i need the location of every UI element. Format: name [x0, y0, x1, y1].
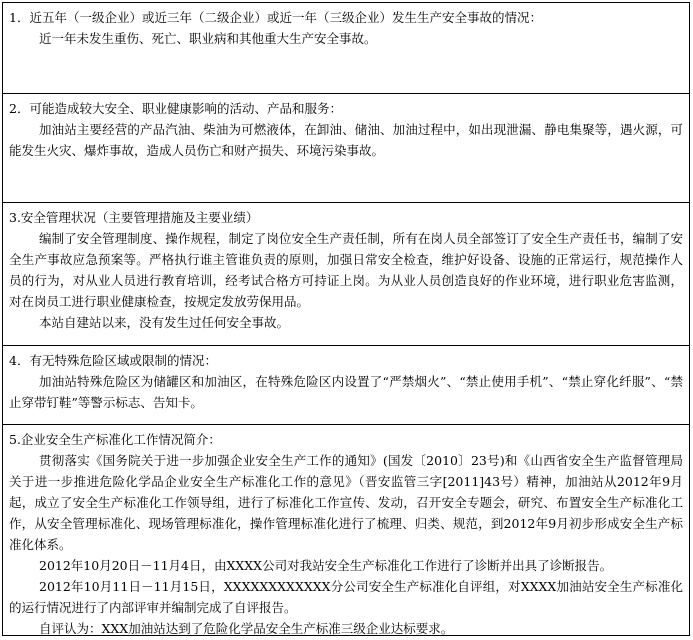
section-paragraph: 2012年10月20日－11月4日，由XXXX公司对我站安全生产标准化工作进行了诊断并出具了诊断报告。 [39, 558, 613, 573]
section-paragraph: 编制了安全管理制度、操作规程，制定了岗位安全生产责任制，所有在岗人员全部签订了安全生产责任书，编制了安全生产事故应急预案等。严格执行谁主管谁负责的原则，加强日常安全检查，维护好设备、设施的正常运行，规范操作人员的行为，对从业人员进行教育培训，经考试合格方可持证上岗。为从业人员创造良好的作业环境，进行职业危害监测，对在岗员工进行职业健康检查，按规定发放劳保用品。 [9, 231, 683, 309]
section-heading: 3.安全管理状况（主要管理措施及主要业绩） [9, 210, 259, 225]
section-heading: 2．可能造成较大安全、职业健康影响的活动、产品和服务： [9, 101, 342, 116]
document-table [2, 2, 690, 636]
section-paragraph: 自评认为：XXX加油站达到了危险化学品安全生产标准三级企业达标要求。 [39, 621, 454, 636]
section-heading: 1．近五年（一级企业）或近三年（二级企业）或近一年（三级企业）发生生产安全事故的情况： [9, 10, 542, 25]
section-paragraph: 2012年10月11日－11月15日，XXXXXXXXXXXX分公司安全生产标准化自评组，对XXXX加油站安全生产标准化的运行情况进行了内部评审并编制完成了自评报告。 [9, 579, 683, 615]
section-paragraph: 加油站特殊危险区为储罐区和加油区，在特殊危险区内设置了“严禁烟火”、“禁止使用手机”、“禁止穿化纤服”、“禁止穿带钉鞋”等警示标志、告知卡。 [9, 374, 683, 410]
section-paragraph: 贯彻落实《国务院关于进一步加强企业安全生产工作的通知》(国发〔2010〕23号)和《山西省安全生产监督管理局关于进一步推进危险化学品企业安全生产标准化工作的意见》（晋安监管三字[2011]43号）精神，加油站从2012年9月起，成立了安全生产标准化工作领导组，进行了标准化工作宣传、发动，召开安全专题会，研究、布置安全生产标准化工作，从安全管理标准化、现场管理标准化，操作管理标准化进行了梳理、归类、规范，到2012年9月初步形成安全生产标准化体系。 [9, 453, 683, 552]
section-standardization [2, 425, 690, 636]
section-paragraph: 近一年未发生重伤、死亡、职业病和其他重大生产安全事故。 [39, 31, 377, 46]
section-paragraph: 加油站主要经营的产品汽油、柴油为可燃液体，在卸油、储油、加油过程中，如出现泄漏、静电集聚等，遇火源，可能发生火灾、爆炸事故，造成人员伤亡和财产损失、环境污染事故。 [9, 122, 683, 158]
section-risk-activities [2, 94, 690, 203]
section-paragraph: 本站自建站以来，没有发生过任何安全事故。 [39, 315, 290, 330]
section-heading: 4．有无特殊危险区域或限制的情况： [9, 353, 217, 368]
section-heading: 5.企业安全生产标准化工作情况简介： [9, 432, 221, 447]
section-accidents [2, 2, 690, 94]
section-hazard-areas [2, 346, 690, 425]
section-safety-management [2, 203, 690, 346]
